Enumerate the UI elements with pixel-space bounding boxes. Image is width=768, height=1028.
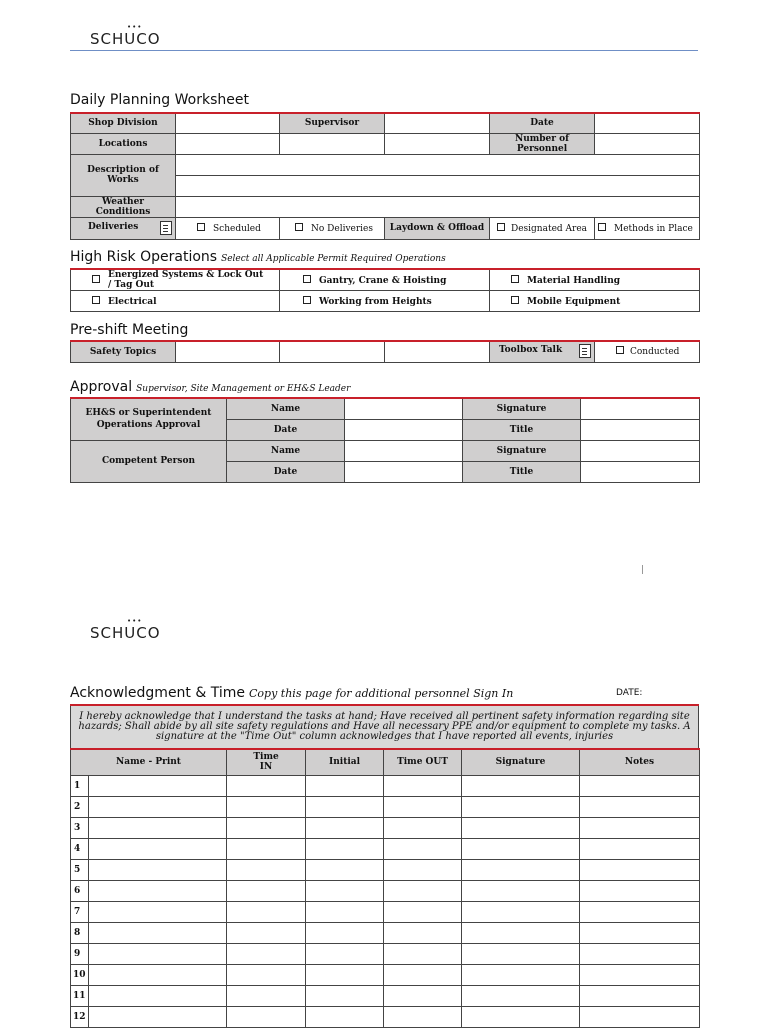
competent-date-field[interactable] xyxy=(345,461,463,482)
safety-topics-field-3[interactable] xyxy=(385,341,490,362)
high-risk-heights[interactable]: Working from Heights xyxy=(280,291,490,312)
signature-field[interactable] xyxy=(462,943,580,964)
acknowledgment-title: Acknowledgment & Time Copy this page for additional personnel Sign In xyxy=(70,685,514,701)
deliveries-cell xyxy=(71,217,176,239)
notes-field[interactable] xyxy=(580,817,700,838)
ehs-name-label: Name xyxy=(227,398,345,419)
row-number: 3 xyxy=(71,817,89,838)
table-row xyxy=(71,775,700,796)
signature-field[interactable] xyxy=(462,901,580,922)
competent-title-label: Title xyxy=(463,461,581,482)
signature-field[interactable] xyxy=(462,796,580,817)
weather-label: Weather Conditions xyxy=(71,196,176,217)
row-number: 5 xyxy=(71,859,89,880)
row-number: 4 xyxy=(71,838,89,859)
table-row xyxy=(71,880,700,901)
name-print-field[interactable] xyxy=(89,775,227,796)
table-row xyxy=(71,859,700,880)
signature-field[interactable] xyxy=(462,880,580,901)
name-print-field[interactable] xyxy=(89,985,227,1006)
schuco-logo xyxy=(90,617,161,642)
description-field-2[interactable] xyxy=(176,175,700,196)
notes-field[interactable] xyxy=(580,985,700,1006)
time-out-field[interactable] xyxy=(384,880,462,901)
sign-in-table xyxy=(70,748,700,1028)
locations-field-1[interactable] xyxy=(176,133,280,154)
notes-field[interactable] xyxy=(580,859,700,880)
approval-table xyxy=(70,397,700,483)
document-icon[interactable] xyxy=(160,221,172,235)
time-out-field[interactable] xyxy=(384,775,462,796)
high-risk-mobile-equipment[interactable]: Mobile Equipment xyxy=(490,291,700,312)
acknowledgment-statement-table xyxy=(70,704,699,750)
toolbox-talk-label: Toolbox Talk xyxy=(499,345,563,356)
checkbox-icon[interactable] xyxy=(303,296,311,304)
high-risk-gantry[interactable]: Gantry, Crane & Hoisting xyxy=(280,269,490,291)
ehs-approval-label: EH&S or Superintendent Operations Approval xyxy=(71,398,227,440)
table-row xyxy=(71,817,700,838)
notes-field[interactable] xyxy=(580,775,700,796)
table-row xyxy=(71,943,700,964)
initial-field[interactable] xyxy=(306,817,384,838)
high-risk-material-handling[interactable]: Material Handling xyxy=(490,269,700,291)
time-in-field[interactable] xyxy=(227,796,306,817)
time-out-field[interactable] xyxy=(384,838,462,859)
time-in-field[interactable] xyxy=(227,880,306,901)
time-out-field[interactable] xyxy=(384,964,462,985)
competent-signature-field[interactable] xyxy=(581,440,700,461)
initial-field[interactable] xyxy=(306,838,384,859)
table-row xyxy=(71,901,700,922)
time-in-field[interactable] xyxy=(227,817,306,838)
table-row xyxy=(71,796,700,817)
logo-text: SCHUCO xyxy=(90,624,161,642)
preshift-title: Pre-shift Meeting xyxy=(70,322,189,338)
name-print-field[interactable] xyxy=(89,901,227,922)
row-number: 11 xyxy=(71,985,89,1006)
table-row xyxy=(71,964,700,985)
signature-field[interactable] xyxy=(462,985,580,1006)
checkbox-icon[interactable] xyxy=(511,275,519,283)
no-deliveries-option[interactable]: No Deliveries xyxy=(280,217,385,239)
row-number: 12 xyxy=(71,1006,89,1027)
signature-field[interactable] xyxy=(462,838,580,859)
name-print-field[interactable] xyxy=(89,943,227,964)
initial-field[interactable] xyxy=(306,922,384,943)
locations-label: Locations xyxy=(71,133,176,154)
signature-field[interactable] xyxy=(462,922,580,943)
notes-field[interactable] xyxy=(580,901,700,922)
notes-field[interactable] xyxy=(580,838,700,859)
initial-field[interactable] xyxy=(306,859,384,880)
worksheet-table xyxy=(70,112,700,240)
signature-field[interactable] xyxy=(462,775,580,796)
shop-division-label: Shop Division xyxy=(71,113,176,133)
header-divider xyxy=(70,50,698,51)
ehs-title-field[interactable] xyxy=(581,419,700,440)
high-risk-table xyxy=(70,268,700,312)
logo-dots: ••• xyxy=(127,617,143,625)
notes-field[interactable] xyxy=(580,880,700,901)
ehs-signature-label: Signature xyxy=(463,398,581,419)
time-in-field[interactable] xyxy=(227,964,306,985)
name-print-field[interactable] xyxy=(89,838,227,859)
row-number: 1 xyxy=(71,775,89,796)
document-icon[interactable] xyxy=(579,344,591,358)
initial-field[interactable] xyxy=(306,775,384,796)
competent-name-field[interactable] xyxy=(345,440,463,461)
signature-field[interactable] xyxy=(462,859,580,880)
preshift-table xyxy=(70,340,700,363)
initial-field[interactable] xyxy=(306,985,384,1006)
safety-topics-field-2[interactable] xyxy=(280,341,385,362)
laydown-label: Laydown & Offload xyxy=(385,217,490,239)
time-out-field[interactable] xyxy=(384,859,462,880)
notes-field[interactable] xyxy=(580,922,700,943)
row-number: 7 xyxy=(71,901,89,922)
date-field[interactable] xyxy=(595,113,700,133)
initial-field[interactable] xyxy=(306,943,384,964)
checkbox-icon[interactable] xyxy=(303,275,311,283)
supervisor-label: Supervisor xyxy=(280,113,385,133)
description-label: Description of Works xyxy=(71,154,176,196)
competent-date-label: Date xyxy=(227,461,345,482)
table-row xyxy=(71,838,700,859)
name-print-field[interactable] xyxy=(89,922,227,943)
shop-division-field[interactable] xyxy=(176,113,280,133)
locations-field-3[interactable] xyxy=(385,133,490,154)
ehs-date-field[interactable] xyxy=(345,419,463,440)
time-in-field[interactable] xyxy=(227,901,306,922)
logo-text: SCHUCO xyxy=(90,30,161,48)
checkbox-icon[interactable] xyxy=(92,296,100,304)
scheduled-option[interactable]: Scheduled xyxy=(176,217,280,239)
column-header-time-out: Time OUT xyxy=(384,749,462,775)
safety-topics-field-1[interactable] xyxy=(176,341,280,362)
checkbox-icon[interactable] xyxy=(197,223,205,231)
schuco-logo xyxy=(90,23,161,48)
initial-field[interactable] xyxy=(306,964,384,985)
time-out-field[interactable] xyxy=(384,817,462,838)
checkbox-icon[interactable] xyxy=(616,346,624,354)
checkbox-icon[interactable] xyxy=(497,223,505,231)
checkbox-icon[interactable] xyxy=(511,296,519,304)
time-out-field[interactable] xyxy=(384,901,462,922)
row-number: 2 xyxy=(71,796,89,817)
high-risk-title: High Risk Operations Select all Applicable Permit Required Operations xyxy=(70,249,446,265)
notes-field[interactable] xyxy=(580,964,700,985)
text-cursor xyxy=(642,565,643,574)
initial-field[interactable] xyxy=(306,880,384,901)
approval-subtitle: Supervisor, Site Management or EH&S Leader xyxy=(136,384,351,394)
number-of-personnel-field[interactable] xyxy=(595,133,700,154)
deliveries-label: Deliveries xyxy=(88,221,139,232)
row-number: 9 xyxy=(71,943,89,964)
table-row xyxy=(71,922,700,943)
competent-name-label: Name xyxy=(227,440,345,461)
name-print-field[interactable] xyxy=(89,964,227,985)
toolbox-talk-cell xyxy=(490,341,595,362)
column-header-name-print: Name - Print xyxy=(71,749,227,775)
time-out-field[interactable] xyxy=(384,796,462,817)
methods-option[interactable]: Methods in Place xyxy=(595,217,700,239)
table-row xyxy=(71,985,700,1006)
high-risk-subtitle: Select all Applicable Permit Required Operations xyxy=(221,254,446,264)
time-in-field[interactable] xyxy=(227,922,306,943)
designated-area-option[interactable]: Designated Area xyxy=(490,217,595,239)
time-in-field[interactable] xyxy=(227,985,306,1006)
checkbox-icon[interactable] xyxy=(295,223,303,231)
high-risk-electrical[interactable]: Electrical xyxy=(71,291,280,312)
time-in-field[interactable] xyxy=(227,943,306,964)
date-label: Date xyxy=(490,113,595,133)
acknowledgment-date-label: DATE: xyxy=(616,688,643,698)
checkbox-icon[interactable] xyxy=(598,223,606,231)
locations-field-2[interactable] xyxy=(280,133,385,154)
competent-title-field[interactable] xyxy=(581,461,700,482)
initial-field[interactable] xyxy=(306,796,384,817)
name-print-field[interactable] xyxy=(89,880,227,901)
row-number: 6 xyxy=(71,880,89,901)
checkbox-icon[interactable] xyxy=(92,275,100,283)
row-number: 10 xyxy=(71,964,89,985)
column-header-initial: Initial xyxy=(306,749,384,775)
time-in-field[interactable] xyxy=(227,775,306,796)
initial-field[interactable] xyxy=(306,901,384,922)
competent-signature-label: Signature xyxy=(463,440,581,461)
worksheet-title: Daily Planning Worksheet xyxy=(70,92,249,108)
ehs-name-field[interactable] xyxy=(345,398,463,419)
name-print-field[interactable] xyxy=(89,796,227,817)
time-out-field[interactable] xyxy=(384,985,462,1006)
signature-field[interactable] xyxy=(462,964,580,985)
notes-field[interactable] xyxy=(580,943,700,964)
approval-title: Approval Supervisor, Site Management or EH&S Leader xyxy=(70,379,351,395)
conducted-option[interactable]: Conducted xyxy=(595,341,700,362)
safety-topics-label: Safety Topics xyxy=(71,341,176,362)
name-print-field[interactable] xyxy=(89,859,227,880)
notes-field[interactable] xyxy=(580,796,700,817)
signature-field[interactable] xyxy=(462,817,580,838)
competent-person-label: Competent Person xyxy=(71,440,227,482)
time-in-field[interactable] xyxy=(227,859,306,880)
ehs-signature-field[interactable] xyxy=(581,398,700,419)
number-of-personnel-label: Number of Personnel xyxy=(490,133,595,154)
name-print-field[interactable] xyxy=(89,817,227,838)
acknowledgment-subtitle: Copy this page for additional personnel Sign In xyxy=(249,687,514,700)
time-out-field[interactable] xyxy=(384,943,462,964)
time-out-field[interactable] xyxy=(384,922,462,943)
column-header-notes: Notes xyxy=(580,749,700,775)
row-number: 8 xyxy=(71,922,89,943)
logo-dots: ••• xyxy=(127,23,143,31)
acknowledgment-statement: I hereby acknowledge that I understand the tasks at hand; Have received all pertinent safety information regarding site hazards; Shall abide by all site safety regulations and Have all necessary PPE and/or equipment to complete my tasks. A signature at the "Time Out" column acknowledges that I have reported all events, injuries xyxy=(71,705,699,749)
column-header-signature: Signature xyxy=(462,749,580,775)
time-in-field[interactable] xyxy=(227,838,306,859)
supervisor-field[interactable] xyxy=(385,113,490,133)
column-header-time-in: Time IN xyxy=(227,749,306,775)
high-risk-energized[interactable]: Energized Systems & Lock Out / Tag Out xyxy=(71,269,280,291)
ehs-date-label: Date xyxy=(227,419,345,440)
weather-field[interactable] xyxy=(176,196,700,217)
description-field-1[interactable] xyxy=(176,154,700,175)
ehs-title-label: Title xyxy=(463,419,581,440)
